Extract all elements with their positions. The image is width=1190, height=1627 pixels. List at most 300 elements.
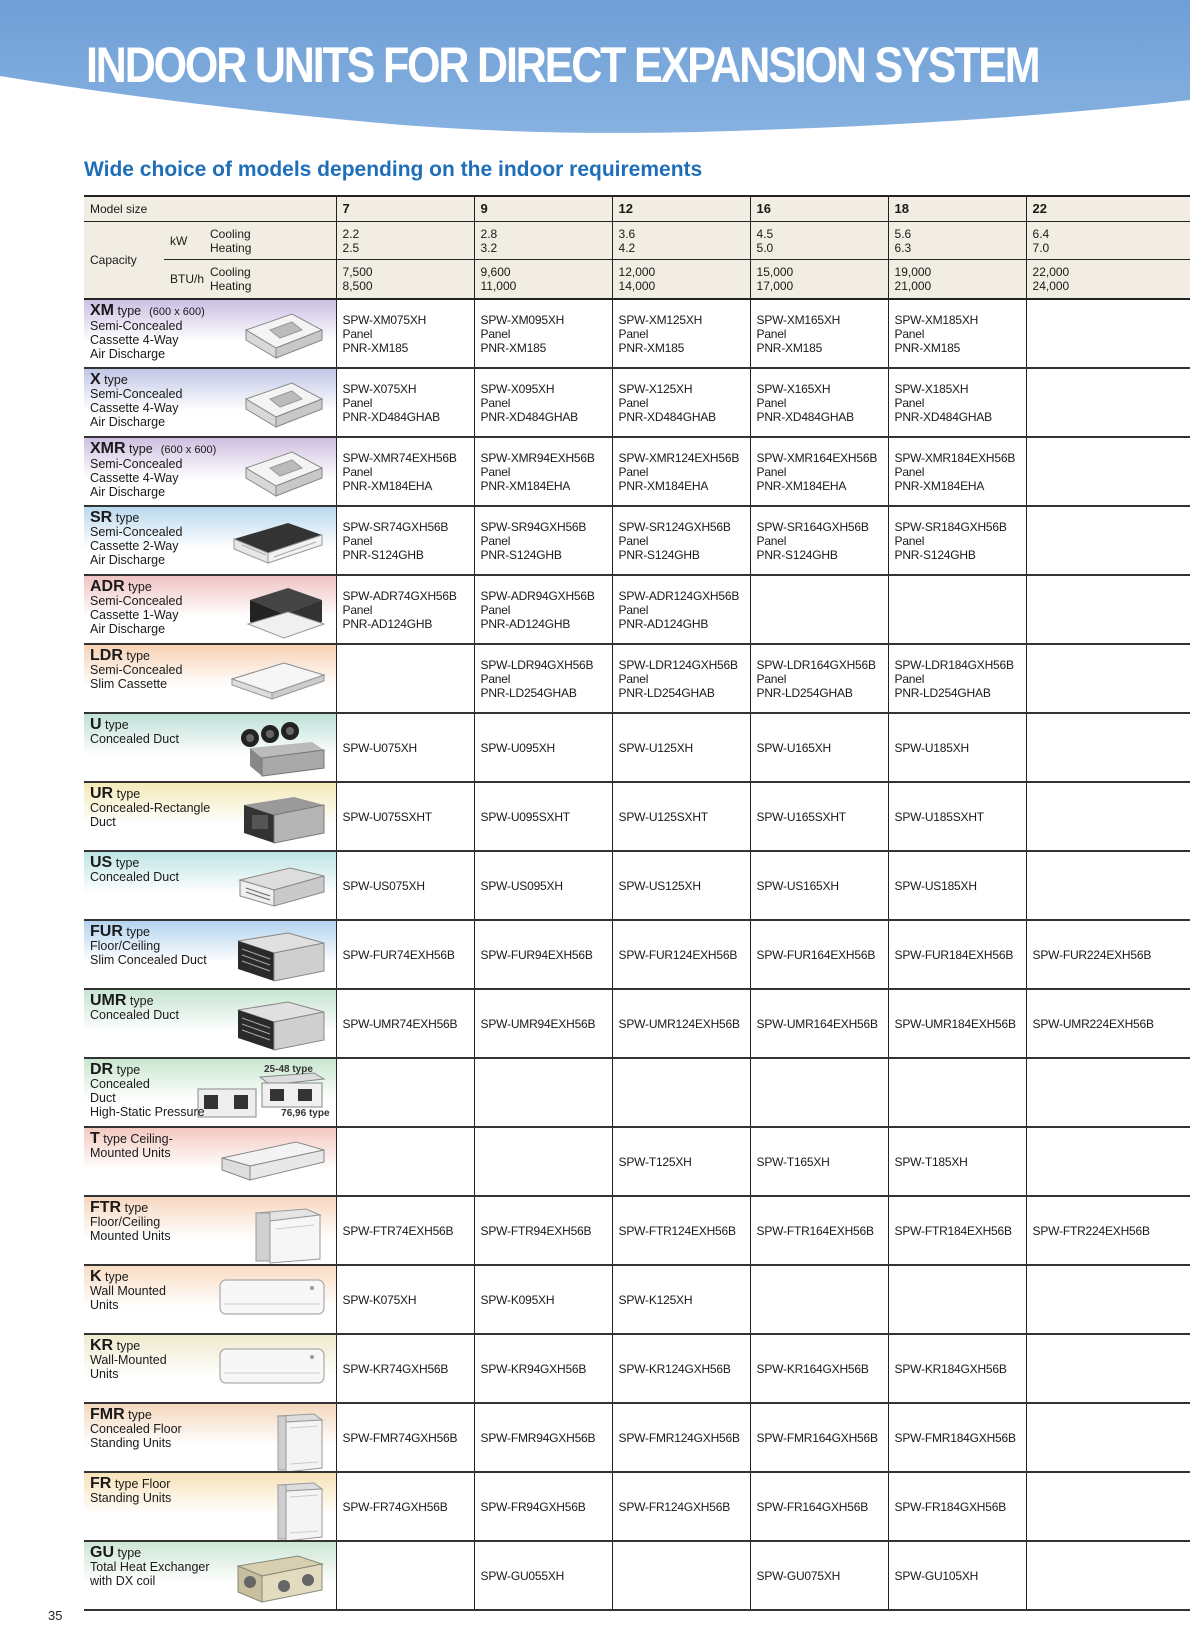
unit-desc-line: Cassette 4-Way bbox=[90, 401, 179, 415]
unit-row-ldr bbox=[84, 644, 1190, 713]
unit-code: GU bbox=[90, 1544, 114, 1561]
kw-cell: 2.2 2.5 bbox=[336, 222, 474, 260]
model-cell bbox=[336, 1334, 474, 1403]
model-code: Panel bbox=[618, 326, 649, 341]
unit-desc-line: Duct bbox=[90, 1091, 116, 1105]
model-code: Panel bbox=[342, 464, 373, 479]
model-cell bbox=[336, 782, 474, 851]
unit-desc-line: Cassette 4-Way bbox=[90, 333, 179, 347]
model-cell bbox=[1026, 506, 1190, 575]
model-cell bbox=[336, 506, 474, 575]
wall-unit-icon bbox=[216, 1343, 328, 1390]
model-cell bbox=[474, 1541, 612, 1610]
model-code: SPW-X165XH bbox=[756, 381, 831, 396]
model-code: PNR-LD254GHAB bbox=[756, 685, 853, 700]
model-code: Panel bbox=[894, 533, 925, 548]
unit-code: KR bbox=[90, 1337, 114, 1354]
unit-code: UR bbox=[90, 785, 114, 802]
model-code: SPW-T185XH bbox=[894, 1154, 968, 1169]
btu-cell: 7,500 8,500 bbox=[336, 260, 474, 300]
model-code: SPW-U095SXHT bbox=[480, 809, 570, 824]
model-cell bbox=[1026, 644, 1190, 713]
unit-desc-line: Slim Cassette bbox=[90, 677, 168, 691]
model-cell bbox=[612, 1334, 750, 1403]
unit-type-label bbox=[90, 304, 205, 361]
unit-row-fr bbox=[84, 1472, 1190, 1541]
model-code: PNR-XD484GHAB bbox=[342, 409, 440, 424]
model-cell bbox=[1026, 437, 1190, 506]
model-code: PNR-XD484GHAB bbox=[618, 409, 716, 424]
model-code: SPW-U095XH bbox=[480, 740, 555, 755]
model-code: Panel bbox=[756, 464, 787, 479]
unit-type-cell bbox=[84, 1196, 336, 1265]
unit-type-suffix: type bbox=[128, 580, 152, 594]
unit-type-suffix: type bbox=[129, 442, 153, 456]
btu-cell: 15,000 17,000 bbox=[750, 260, 888, 300]
model-cell bbox=[336, 575, 474, 644]
model-code: Panel bbox=[618, 602, 649, 617]
floor-standing-icon bbox=[258, 1481, 328, 1540]
model-cell bbox=[750, 1541, 888, 1610]
model-code: SPW-XMR94EXH56B bbox=[480, 450, 595, 465]
model-code: SPW-X075XH bbox=[342, 381, 417, 396]
model-cell bbox=[474, 368, 612, 437]
model-cell bbox=[612, 1403, 750, 1472]
model-cell bbox=[750, 437, 888, 506]
model-cell bbox=[1026, 851, 1190, 920]
model-code: SPW-XMR124EXH56B bbox=[618, 450, 740, 465]
cassette-4way-icon bbox=[236, 377, 328, 434]
cassette-1way-icon bbox=[242, 584, 328, 643]
unit-type-cell bbox=[84, 1127, 336, 1196]
unit-desc-line: Air Discharge bbox=[90, 347, 166, 361]
model-code: SPW-GU105XH bbox=[894, 1568, 979, 1583]
unit-row-gu bbox=[84, 1541, 1190, 1610]
cassette-2way-icon bbox=[228, 515, 328, 572]
model-code: SPW-U185XH bbox=[894, 740, 969, 755]
model-code: Panel bbox=[894, 395, 925, 410]
model-cell bbox=[888, 437, 1026, 506]
unit-desc-line: Floor/Ceiling bbox=[90, 1215, 161, 1229]
model-code: Panel bbox=[618, 533, 649, 548]
model-code: PNR-S124GHB bbox=[618, 547, 700, 562]
model-cell bbox=[888, 299, 1026, 368]
model-cell bbox=[888, 782, 1026, 851]
unit-row-adr bbox=[84, 575, 1190, 644]
unit-type-cell bbox=[84, 1541, 336, 1610]
unit-desc-line: Mounted Units bbox=[90, 1229, 171, 1243]
model-code: PNR-XM184EHA bbox=[618, 478, 709, 493]
unit-type-suffix: type bbox=[129, 994, 154, 1008]
image-label-large: 76,96 type bbox=[281, 1108, 330, 1119]
unit-type-cell bbox=[84, 920, 336, 989]
unit-desc-line: Semi-Concealed bbox=[90, 663, 183, 677]
model-code: PNR-XM185 bbox=[894, 340, 961, 355]
header-banner bbox=[0, 0, 1190, 140]
floor-ceiling-icon bbox=[248, 1205, 328, 1264]
unit-type-label bbox=[90, 649, 182, 691]
unit-size-note: (600 x 600) bbox=[149, 306, 205, 318]
model-code: SPW-ADR74GXH56B bbox=[342, 588, 457, 603]
model-code: Panel bbox=[342, 602, 373, 617]
unit-code: T bbox=[90, 1130, 100, 1147]
model-cell bbox=[336, 368, 474, 437]
model-cell bbox=[888, 851, 1026, 920]
cooling-label: Cooling bbox=[210, 226, 251, 241]
unit-desc-line: Duct bbox=[90, 815, 116, 829]
unit-type-cell bbox=[84, 1334, 336, 1403]
btu-cell: 12,000 14,000 bbox=[612, 260, 750, 300]
model-cell bbox=[1026, 1472, 1190, 1541]
model-code: SPW-GU055XH bbox=[480, 1568, 565, 1583]
unit-desc-line: Air Discharge bbox=[90, 415, 166, 429]
model-cell bbox=[888, 575, 1026, 644]
model-code: SPW-UMR74EXH56B bbox=[342, 1016, 458, 1031]
unit-row-us bbox=[84, 851, 1190, 920]
unit-code: DR bbox=[90, 1061, 114, 1078]
model-cell bbox=[474, 1196, 612, 1265]
unit-type-label bbox=[90, 1270, 166, 1312]
unit-type-label bbox=[90, 925, 207, 967]
unit-desc-line: Mounted Units bbox=[90, 1146, 171, 1160]
unit-desc-line: Wall-Mounted bbox=[90, 1353, 167, 1367]
unit-type-suffix: type bbox=[116, 1339, 141, 1353]
model-code: SPW-U125XH bbox=[618, 740, 693, 755]
unit-desc-line: Semi-Concealed bbox=[90, 525, 183, 539]
capacity-kw-row bbox=[84, 222, 1190, 260]
model-cell bbox=[336, 920, 474, 989]
unit-type-suffix: type bbox=[126, 925, 151, 939]
model-cell bbox=[1026, 1127, 1190, 1196]
wall-unit-icon bbox=[216, 1274, 328, 1321]
duct-fan-icon bbox=[232, 722, 328, 781]
model-cell bbox=[474, 851, 612, 920]
model-cell bbox=[612, 506, 750, 575]
kw-cell: 3.6 4.2 bbox=[612, 222, 750, 260]
model-code: SPW-FUR124EXH56B bbox=[618, 947, 738, 962]
model-cell bbox=[750, 1196, 888, 1265]
model-code: SPW-SR124GXH56B bbox=[618, 519, 731, 534]
unit-desc-line: Semi-Concealed bbox=[90, 387, 183, 401]
model-cell bbox=[474, 713, 612, 782]
page-subtitle: Wide choice of models depending on the indoor requirements bbox=[84, 158, 703, 181]
unit-type-suffix: type bbox=[128, 1408, 152, 1422]
model-cell bbox=[1026, 1541, 1190, 1610]
model-cell bbox=[750, 506, 888, 575]
model-cell bbox=[750, 989, 888, 1058]
model-code: SPW-XM165XH bbox=[756, 312, 841, 327]
model-cell bbox=[336, 1196, 474, 1265]
model-code: SPW-XMR184EXH56B bbox=[894, 450, 1016, 465]
model-code: Panel bbox=[480, 533, 511, 548]
model-code: Panel bbox=[756, 533, 787, 548]
unit-code: UMR bbox=[90, 992, 127, 1009]
model-size-row bbox=[84, 197, 1190, 222]
model-code: SPW-FR124GXH56B bbox=[618, 1499, 731, 1514]
model-cell bbox=[750, 575, 888, 644]
unit-row-k bbox=[84, 1265, 1190, 1334]
model-cell bbox=[1026, 713, 1190, 782]
model-cell bbox=[612, 1058, 750, 1127]
btu-cell: 9,600 11,000 bbox=[474, 260, 612, 300]
size-cell: 18 bbox=[888, 197, 1026, 222]
unit-type-label bbox=[90, 1408, 182, 1450]
model-code: SPW-FUR224EXH56B bbox=[1032, 947, 1152, 962]
model-cell bbox=[1026, 1334, 1190, 1403]
unit-desc-line: Air Discharge bbox=[90, 553, 166, 567]
unit-type-suffix: type bbox=[126, 649, 151, 663]
unit-type-suffix: type bbox=[117, 304, 142, 318]
model-code: PNR-XD484GHAB bbox=[894, 409, 992, 424]
kw-cell: 2.8 3.2 bbox=[474, 222, 612, 260]
unit-code: LDR bbox=[90, 647, 123, 664]
model-cell bbox=[750, 1265, 888, 1334]
image-label-small: 25-48 type bbox=[264, 1064, 313, 1075]
model-cell bbox=[612, 1472, 750, 1541]
model-code: SPW-FTR184EXH56B bbox=[894, 1223, 1012, 1238]
model-cell bbox=[612, 1541, 750, 1610]
model-code: PNR-S124GHB bbox=[342, 547, 424, 562]
unit-desc-line: with DX coil bbox=[90, 1574, 156, 1588]
model-code: SPW-XM095XH bbox=[480, 312, 565, 327]
model-code: SPW-FUR74EXH56B bbox=[342, 947, 455, 962]
model-cell bbox=[1026, 920, 1190, 989]
unit-type-label bbox=[90, 442, 216, 499]
model-cell bbox=[612, 782, 750, 851]
unit-type-cell bbox=[84, 989, 336, 1058]
model-cell bbox=[888, 1196, 1026, 1265]
model-cell bbox=[750, 1403, 888, 1472]
model-code: SPW-U185SXHT bbox=[894, 809, 984, 824]
model-code: PNR-XM184EHA bbox=[894, 478, 985, 493]
model-cell bbox=[612, 920, 750, 989]
model-cell bbox=[1026, 782, 1190, 851]
model-cell bbox=[888, 644, 1026, 713]
model-size-label: Model size bbox=[84, 197, 336, 222]
model-code: PNR-XD484GHAB bbox=[480, 409, 578, 424]
model-code: SPW-XM125XH bbox=[618, 312, 703, 327]
model-code: PNR-XM185 bbox=[480, 340, 547, 355]
unit-type-cell bbox=[84, 644, 336, 713]
model-code: Panel bbox=[894, 671, 925, 686]
model-cell bbox=[474, 299, 612, 368]
model-cell bbox=[750, 782, 888, 851]
unit-row-sr bbox=[84, 506, 1190, 575]
model-code: SPW-K125XH bbox=[618, 1292, 693, 1307]
model-cell bbox=[888, 1058, 1026, 1127]
unit-type-label bbox=[90, 373, 182, 429]
model-cell bbox=[1026, 989, 1190, 1058]
table-body bbox=[84, 197, 1190, 1610]
model-cell bbox=[750, 851, 888, 920]
model-code: SPW-LDR184GXH56B bbox=[894, 657, 1014, 672]
model-cell bbox=[336, 1265, 474, 1334]
unit-code: XMR bbox=[90, 440, 126, 457]
unit-type-suffix: type bbox=[124, 1201, 149, 1215]
unit-desc-line: Semi-Concealed bbox=[90, 594, 183, 608]
model-code: SPW-LDR164GXH56B bbox=[756, 657, 876, 672]
btu-mode-labels bbox=[204, 260, 336, 300]
unit-type-suffix: type bbox=[105, 718, 129, 732]
model-cell bbox=[474, 1334, 612, 1403]
heating-label: Heating bbox=[210, 240, 252, 255]
unit-row-kr bbox=[84, 1334, 1190, 1403]
btu-cell: 19,000 21,000 bbox=[888, 260, 1026, 300]
unit-code: ADR bbox=[90, 578, 125, 595]
model-code: SPW-K075XH bbox=[342, 1292, 417, 1307]
model-code: SPW-FTR74EXH56B bbox=[342, 1223, 454, 1238]
model-cell bbox=[336, 1472, 474, 1541]
unit-type-cell bbox=[84, 1058, 336, 1127]
model-cell bbox=[888, 713, 1026, 782]
model-cell bbox=[612, 368, 750, 437]
model-code: SPW-FMR124GXH56B bbox=[618, 1430, 740, 1445]
model-cell bbox=[474, 1058, 612, 1127]
duct-slim-icon bbox=[232, 860, 328, 915]
model-code: PNR-XM184EHA bbox=[342, 478, 433, 493]
unit-row-t bbox=[84, 1127, 1190, 1196]
model-code: PNR-LD254GHAB bbox=[894, 685, 991, 700]
unit-type-label bbox=[90, 994, 179, 1022]
page-title: INDOOR UNITS FOR DIRECT EXPANSION SYSTEM bbox=[86, 37, 1039, 93]
model-code: PNR-AD124GHB bbox=[342, 616, 433, 631]
unit-desc-line: Concealed Duct bbox=[90, 870, 179, 884]
model-code: SPW-LDR124GXH56B bbox=[618, 657, 738, 672]
model-code: PNR-AD124GHB bbox=[480, 616, 571, 631]
kw-mode-labels bbox=[204, 222, 336, 260]
model-code: SPW-FMR184GXH56B bbox=[894, 1430, 1016, 1445]
model-code: Panel bbox=[342, 533, 373, 548]
unit-type-suffix: type bbox=[116, 787, 141, 801]
unit-row-fur bbox=[84, 920, 1190, 989]
unit-desc-line: Units bbox=[90, 1367, 119, 1381]
model-code: SPW-KR74GXH56B bbox=[342, 1361, 449, 1376]
unit-desc-line: High-Static Pressure bbox=[90, 1105, 205, 1119]
unit-desc-line: Floor/Ceiling bbox=[90, 939, 161, 953]
model-cell bbox=[474, 644, 612, 713]
model-code: SPW-XM075XH bbox=[342, 312, 427, 327]
unit-row-x bbox=[84, 368, 1190, 437]
unit-code: U bbox=[90, 716, 102, 733]
size-cell: 7 bbox=[336, 197, 474, 222]
model-code: PNR-S124GHB bbox=[480, 547, 562, 562]
model-code: SPW-FTR164EXH56B bbox=[756, 1223, 874, 1238]
model-cell bbox=[474, 1265, 612, 1334]
model-cell bbox=[750, 299, 888, 368]
btu-cell: 22,000 24,000 bbox=[1026, 260, 1190, 300]
model-code: SPW-ADR94GXH56B bbox=[480, 588, 595, 603]
unit-desc-line: Standing Units bbox=[90, 1436, 172, 1450]
model-code: Panel bbox=[894, 326, 925, 341]
model-cell bbox=[336, 644, 474, 713]
model-code: SPW-K095XH bbox=[480, 1292, 555, 1307]
unit-type-cell bbox=[84, 299, 336, 368]
model-cell bbox=[1026, 1265, 1190, 1334]
model-cell bbox=[474, 437, 612, 506]
unit-row-xm bbox=[84, 299, 1190, 368]
model-code: PNR-XM185 bbox=[756, 340, 823, 355]
model-cell bbox=[474, 506, 612, 575]
model-code: PNR-XM185 bbox=[618, 340, 685, 355]
unit-desc-line: Semi-Concealed bbox=[90, 319, 183, 333]
model-cell bbox=[750, 1472, 888, 1541]
unit-desc-line: Total Heat Exchanger bbox=[90, 1560, 210, 1574]
model-cell bbox=[474, 1127, 612, 1196]
model-code: Panel bbox=[756, 395, 787, 410]
unit-type-label bbox=[90, 1132, 173, 1160]
model-code: SPW-UMR224EXH56B bbox=[1032, 1016, 1154, 1031]
model-cell bbox=[750, 920, 888, 989]
unit-row-xmr bbox=[84, 437, 1190, 506]
model-code: SPW-SR184GXH56B bbox=[894, 519, 1007, 534]
unit-desc-line: Standing Units bbox=[90, 1491, 172, 1505]
duct-box-icon bbox=[228, 998, 328, 1057]
model-code: PNR-S124GHB bbox=[894, 547, 976, 562]
unit-desc-line: Semi-Concealed bbox=[90, 457, 183, 471]
unit-code: FMR bbox=[90, 1406, 125, 1423]
model-code: SPW-T125XH bbox=[618, 1154, 692, 1169]
model-code: SPW-FTR124EXH56B bbox=[618, 1223, 736, 1238]
model-code: SPW-US165XH bbox=[756, 878, 839, 893]
unit-type-suffix: type bbox=[105, 1270, 129, 1284]
heating-label: Heating bbox=[210, 279, 252, 293]
model-code: Panel bbox=[480, 602, 511, 617]
model-cell bbox=[474, 989, 612, 1058]
model-cell bbox=[750, 1334, 888, 1403]
capacity-btu-row bbox=[84, 260, 1190, 300]
unit-desc-line: Air Discharge bbox=[90, 622, 166, 636]
unit-type-cell bbox=[84, 368, 336, 437]
model-code: SPW-FTR224EXH56B bbox=[1032, 1223, 1150, 1238]
kw-cell: 5.6 6.3 bbox=[888, 222, 1026, 260]
unit-type-label bbox=[90, 580, 182, 636]
model-cell bbox=[750, 713, 888, 782]
model-cell bbox=[750, 1058, 888, 1127]
model-code: Panel bbox=[480, 671, 511, 686]
model-cell bbox=[336, 1403, 474, 1472]
unit-row-dr bbox=[84, 1058, 1190, 1127]
unit-row-ur bbox=[84, 782, 1190, 851]
model-cell bbox=[1026, 575, 1190, 644]
model-code: Panel bbox=[756, 671, 787, 686]
model-code: SPW-XMR74EXH56B bbox=[342, 450, 457, 465]
size-cell: 16 bbox=[750, 197, 888, 222]
page-number: 35 bbox=[48, 1608, 63, 1623]
capacity-label: Capacity bbox=[84, 222, 164, 300]
model-cell bbox=[612, 1127, 750, 1196]
model-cell bbox=[888, 368, 1026, 437]
unit-row-umr bbox=[84, 989, 1190, 1058]
model-code: SPW-KR94GXH56B bbox=[480, 1361, 587, 1376]
unit-type-cell bbox=[84, 782, 336, 851]
model-cell bbox=[336, 713, 474, 782]
model-cell bbox=[474, 782, 612, 851]
model-code: SPW-U075XH bbox=[342, 740, 417, 755]
model-cell bbox=[612, 644, 750, 713]
duct-rect-icon bbox=[232, 791, 328, 850]
unit-desc-line: Cassette 2-Way bbox=[90, 539, 179, 553]
unit-type-cell bbox=[84, 851, 336, 920]
model-code: SPW-XMR164EXH56B bbox=[756, 450, 878, 465]
unit-type-suffix: type bbox=[115, 511, 140, 525]
model-code: SPW-FUR184EXH56B bbox=[894, 947, 1014, 962]
model-code: SPW-LDR94GXH56B bbox=[480, 657, 594, 672]
unit-desc-line: Wall Mounted bbox=[90, 1284, 166, 1298]
model-code: Panel bbox=[618, 671, 649, 686]
model-cell bbox=[612, 299, 750, 368]
model-cell bbox=[612, 713, 750, 782]
model-code: SPW-UMR124EXH56B bbox=[618, 1016, 740, 1031]
